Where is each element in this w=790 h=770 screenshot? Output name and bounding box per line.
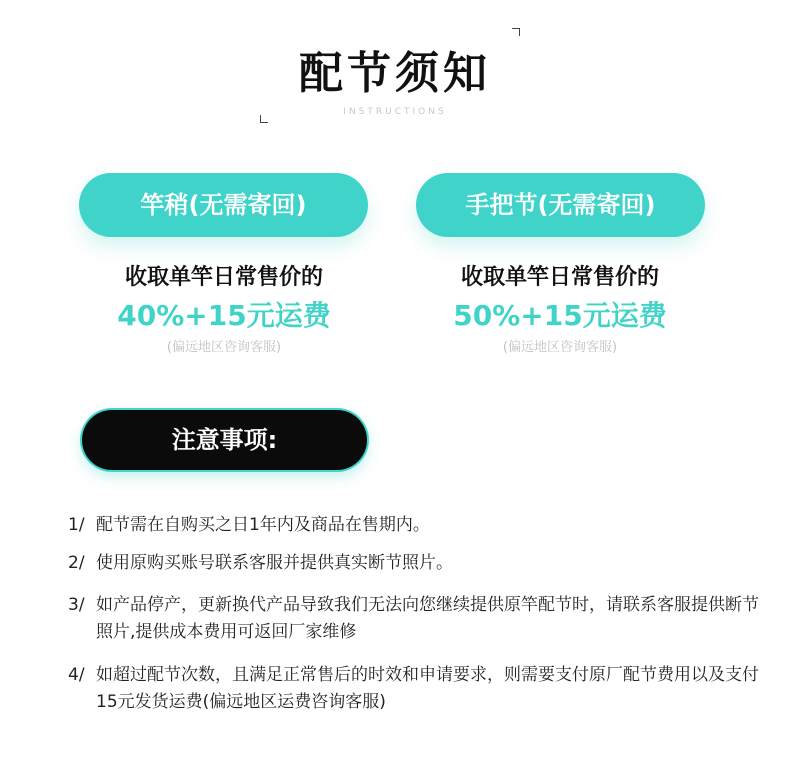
notice-item-number: 3/ [68, 595, 85, 615]
notice-item-text: 配节需在自购买之日1年内及商品在售期内。 [96, 515, 430, 535]
notice-item [68, 662, 768, 716]
notice-item [68, 550, 768, 577]
notice-item-number: 1/ [68, 515, 85, 535]
notice-item [68, 512, 768, 539]
notice-heading: 注意事项: [82, 410, 367, 470]
notice-item-number: 4/ [68, 665, 85, 685]
notice-item-text: 如超过配节次数，且满足正常售后的时效和申请要求，则需要支付原厂配节费用以及支付15元发货运费(偏远地区运费咨询客服) [96, 665, 759, 712]
option-left-price: 40%+15元运费 [117, 299, 331, 332]
option-pill-handle-section: 手把节(无需寄回) [416, 173, 705, 237]
option-left-line1: 收取单竿日常售价的 [124, 265, 323, 290]
notice-item [68, 592, 768, 646]
page-title: 配节须知 [299, 48, 491, 99]
page-subtitle: INSTRUCTIONS [343, 107, 447, 117]
option-right-note: (偏远地区咨询客服) [502, 340, 618, 355]
option-pill-rod-tip: 竿稍(无需寄回) [79, 173, 368, 237]
option-left-note: (偏远地区咨询客服) [166, 340, 282, 355]
notice-item-text: 如产品停产，更新换代产品导致我们无法向您继续提供原竿配节时，请联系客服提供断节照片,提供成本费用可返回厂家维修 [96, 595, 759, 642]
notice-item-text: 使用原购买账号联系客服并提供真实断节照片。 [96, 553, 453, 573]
option-right-line1: 收取单竿日常售价的 [460, 265, 659, 290]
corner-bracket-top-right [512, 28, 520, 36]
option-right-price: 50%+15元运费 [453, 299, 667, 332]
notice-item-number: 2/ [68, 553, 85, 573]
